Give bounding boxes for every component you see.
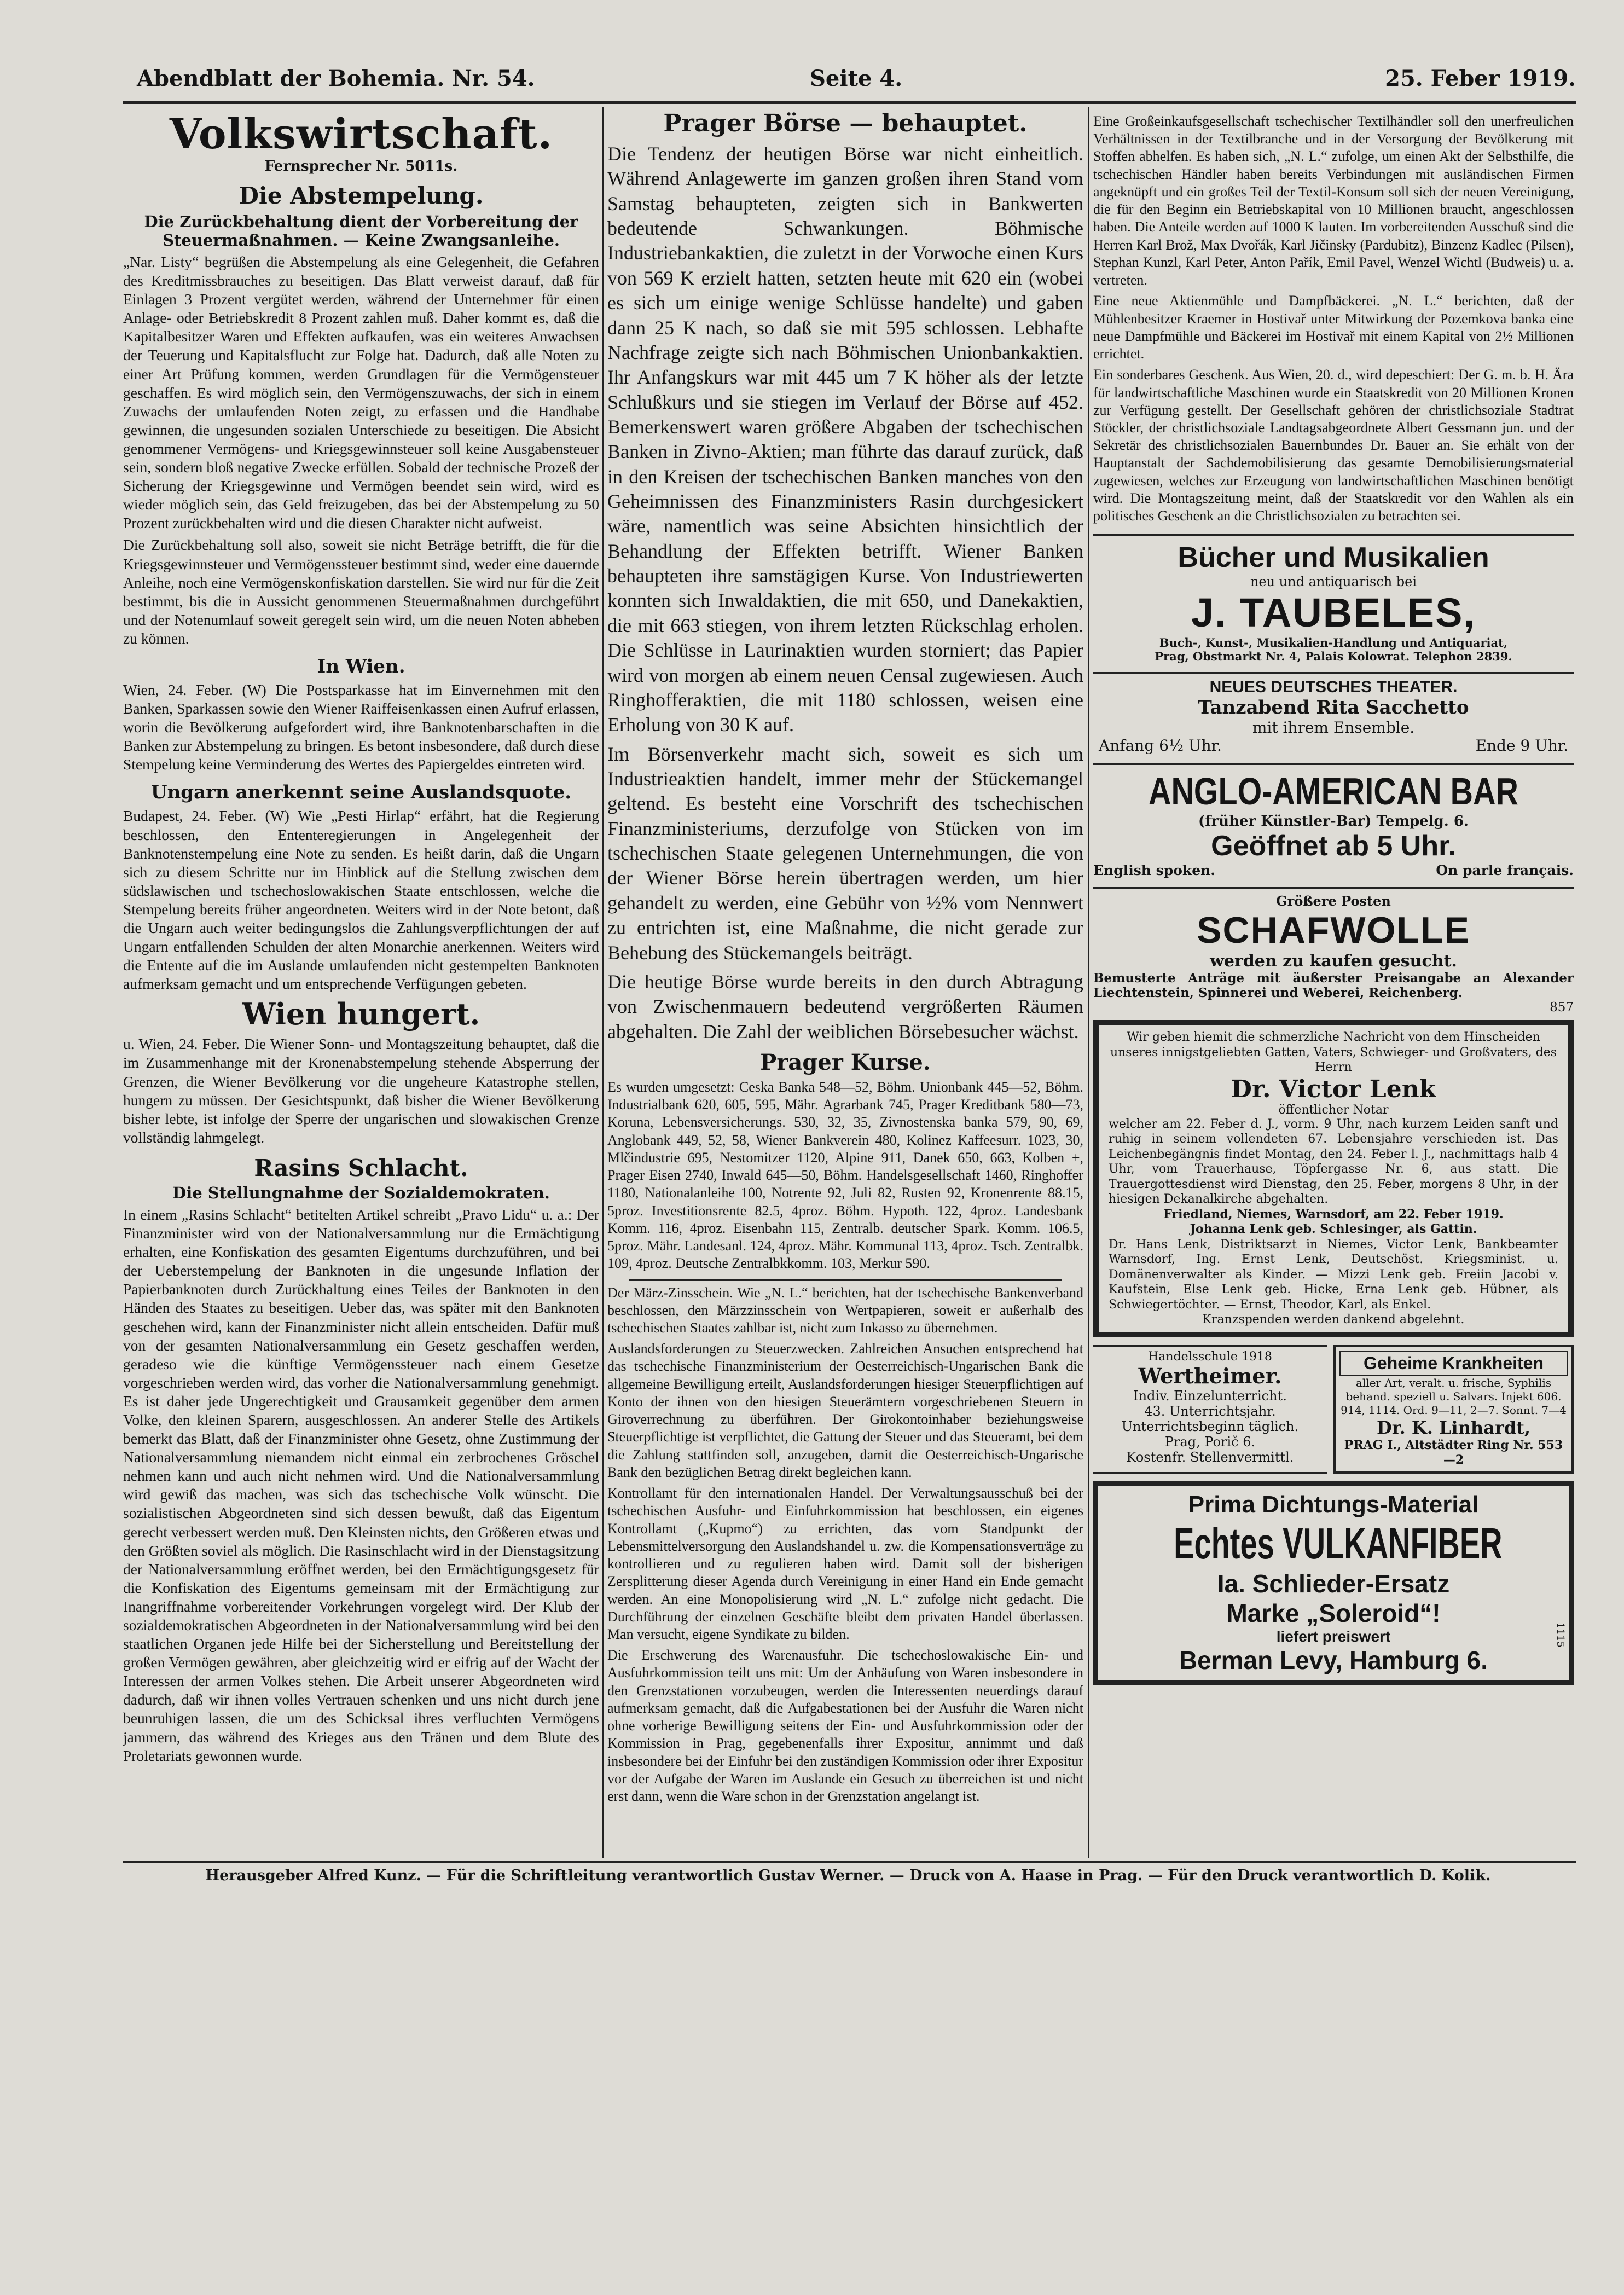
header-rule <box>123 101 1576 104</box>
footer-rule <box>123 1861 1576 1863</box>
section-phone: Fernsprecher Nr. 5011s. <box>264 158 458 175</box>
article-text: In einem „Rasins Schlacht“ betitelten Artikel schreibt „Pravo Lidu“ u. a.: Der Finanzminister wird von der Nationalversammlung nur die Ermächtigung erhalten, eine Konfiskation des gesamten Eigentums durchzuführen, und bei der Ueberstempelung der Banknoten in die ungesunde Inflation der Papierbanknoten durch Zurückhaltung eines Teiles der Banknoten in den Händen des Staates zu beseitigen. Ueber das, was später mit den Banknoten geschehen wird, kann der Finanzminister nicht allein entscheiden. Dafür muß von der gesamten Nationalversammlung ein Gesetz geschaffen werden, geradeso wie die künftige Vermögenssteuer nach einem Gesetze vorgeschrieben werden wird, das vorher die Nationalversammlung genehmigt. Es ist daher jede Ungerechtigkeit und Grausamkeit gegenüber dem armen Volke, den kleinen Sparern, ausgeschlossen. An anderer Stelle des Artikels bemerkt das Blatt, daß der Finanzminister ohne Gesetz, ohne Zustimmung der Nationalversammlung niemandem nicht einmal ein zerbrochenes Gröschel nehmen kann und auch nicht nehmen wird. Und die Nationalversammlung wird gewiß das machen, was sich das tschechische Volk wünscht. Die sozialistischen Abgeordneten sind sich dessen bewußt, daß das Eigentum gerecht verbessert werden muß. Den Kleinsten nichts, den Größeren etwas und den Größten soviel als möglich. Die Rasinschlacht wird in der Dienstagsitzung der Nationalversammlung eröffnet werden, bei den Ermächtigungsgesetz für die Konfiskation des Eigentums gemeinsam mit der Ermächtigung zur Inangriffnahme vorbereitender Vorkehrungen vorgelegt wird. Der Klub der sozialdemokratischen Abgeordneten in der Nationalversammlung wird bei den staatlichen Organen jede Hilfe bei der Sicherstellung und Bereitstellung der großen Vermögen gewähren, aber gleichzeitig wird er eifrig auf der Wacht der Interessen der armen Volkes stehen. Die Arbeit unserer Abgeordneten wird dadurch, daß wir ihnen volles Vertrauen schenken und uns nicht durch jene beunruhigen lassen, die um des Schicksal ihres verfluchten Vermögens jammern, das während des Krieges aus den Tränen und dem Blute des Proletariats gewonnen wurde. <box>123 1206 599 1764</box>
article-text: Die heutige Börse wurde bereits in den durch Abtragung von Zwischenmauern bedeutend vergrößerten Räumen abgehalten. Die Zahl der weiblichen Börsebesucher wächst. <box>607 970 1083 1042</box>
ad-text: aller Art, veralt. u. frische, Syphilis behand. speziell u. Salvars. Injekt 606. 914, 1114. Ord. 9—11, 2—7. Sonnt. 7—4 <box>1341 1376 1567 1417</box>
ad-row <box>1093 1345 1574 1474</box>
article-text: Der März-Zinsschein. Wie „N. L.“ berichten, hat der tschechische Bankenverband beschlossen, den Märzzinsschein von Wertpapieren, soweit er außerhalb des tschechischen Staates zahlbar ist, nicht zum Inkasso zu übernehmen. <box>607 1284 1083 1336</box>
ad-text: Bemusterte Anträge mit äußerster Preisangabe an Alexander Liechtenstein, Spinnerei und Weberei, Reichenberg. <box>1093 971 1574 1001</box>
header-center: Seite 4. <box>810 66 903 91</box>
ad-text: Prag, Obstmarkt Nr. 4, Palais Kolowrat. Telephon 2839. <box>1155 650 1512 664</box>
article-subtitle: Die Stellungnahme der Sozialdemokraten. <box>172 1183 550 1202</box>
ad-text: Handelsschule 1918 <box>1148 1349 1272 1364</box>
ad-text: Prag, Porič 6. <box>1164 1434 1256 1450</box>
ad-text: On parle français. <box>1436 862 1574 879</box>
ad-headline: ANGLO-AMERICAN BAR <box>1148 770 1518 813</box>
ad-text: PRAG I., Altstädter Ring Nr. 553—2 <box>1344 1438 1563 1468</box>
ad-end-time: Ende 9 Uhr. <box>1475 737 1568 755</box>
article-title: Wien hungert. <box>242 996 480 1032</box>
ad-text: mit ihrem Ensemble. <box>1252 718 1415 737</box>
obituary-text: Dr. Hans Lenk, Distriktsarzt in Niemes, Victor Lenk, Bankbeamter Warnsdorf, Ing. Ernst Lenk, Deutschöst. Kriegsminist. u. Domänenverwalter als Kinder. — Mizzi Lenk geb. Freiin Jacobi v. Kaufstein, Else Lenk geb. Hicke, Erna Lenk geb. Hübner, als Schwiegertöchter. — Ernst, Theodor, Karl, als Enkel. <box>1109 1237 1558 1312</box>
ad-text: 43. Unterrichtsjahr. <box>1144 1403 1276 1419</box>
article-title: Ungarn anerkennt seine Auslandsquote. <box>150 781 572 804</box>
page-header <box>137 66 1576 104</box>
ad-bar <box>1093 763 1574 878</box>
article-text: Wien, 24. Feber. (W) Die Postsparkasse hat im Einvernehmen mit den Banken, Sparkassen sowie den Wiener Raiffeisenkassen einen Aufruf erlassen, worin die Bevölkerung aufgefordert wird, ihre Banknotenbarschaften in die Banken zur Abstempelung zu bringen. Es betont insbesondere, daß durch diese Stempelung keine Verminderung des Wertes des Papiergeldes eintreten wird. <box>123 681 599 773</box>
ad-wool <box>1093 887 1574 1015</box>
obituary-name: Dr. Victor Lenk <box>1231 1075 1436 1103</box>
ad-theater <box>1093 672 1574 755</box>
article-title: Die Abstempelung. <box>239 182 484 209</box>
article-text: Es wurden umgesetzt: Ceska Banka 548—52, Böhm. Unionbank 445—52, Böhm. Industrialbank 620, 605, 595, Mähr. Agrarbank 745, Prager Kreditbank 580—73, Koruna, Lebensversicherungs. 530, 32, 35, Zivnostenska banka 579, 90, 69, Anglobank 449, 52, 58, Wiener Bankverein 480, Kolinez Kaffeesurr. 1023, 30, Mlčindustrie 695, Nestomitzer 1120, Alpine 911, Danek 650, 663, Kolben +, Prager Eisen 2740, Inwald 645—50, Böhm. Handelsgesellschaft 1460, Ringhoffer 1180, Nationalanleihe 100, Notrente 92, Juli 82, Rusten 92, Kronenrente 88.15, 5proz. Investitionsrente 82.5, 4proz. Böhm. Hypoth. 122, 4proz. Landesbank Komm. 116, 4proz. Eisenbahn 115, Zentralb. deutscher Spark. Komm. 106.5, 5proz. Mähr. Landesanl. 124, 4proz. Mähr. Kommunal 113, 4proz. Tsch. Zentralbk. 109, 4proz. Deutsche Zentralbkkomm. 103, Merkur 590. <box>607 1079 1083 1272</box>
page-footer: Herausgeber Alfred Kunz. — Für die Schriftleitung verantwortlich Gustav Werner. — Druck von A. Haase in Prag. — Für den Druck verantwortlich D. Kolik. <box>205 1867 1491 1884</box>
ad-text: English spoken. <box>1093 862 1215 879</box>
obituary-text: Johanna Lenk geb. Schlesinger, als Gattin. <box>1190 1222 1477 1237</box>
article-text: Kontrollamt für den internationalen Handel. Der Verwaltungsausschuß bei der tschechischen Ausfuhr- und Einfuhrkommission hat beschlossen, ein eigenes Kontrollamt („Kupmo“) zu errichten, das vom Standpunkt der Lebensmittelversorgung den Auslandshandel u. zw. die Kompensationsverträge zu kontrollieren und zu regulieren haben wird. Damit soll der bisherigen Zersplitterung dieser Agenda durch Vereinigung in einer Hand ein Ende gemacht werden. An eine Monopolisierung wird „N. L.“ zufolge nicht gedacht. Die Durchführung der einzelnen Geschäfte bleibt dem privaten Handel überlassen. Man versucht, eigene Syndikate zu bilden. <box>607 1485 1083 1642</box>
article-text: Die Erschwerung des Warenausfuhr. Die tschechoslowakische Ein- und Ausfuhrkommission teilt uns mit: Um der Anhäufung von Waren insbesondere in den Grenzstationen vorzubeugen, werden die Interessenten neuerdings darauf aufmerksam gemacht, daß die Aufgabestationen bei der Ausfuhr die Waren nicht ohne vorherige Bewilligung seitens der Ein- und Ausfuhrkommission oder der Kommission in Prag, gegebenenfalls ihrer Expositur, annimmt und daß insbesondere bei der Einfuhr bei den zuständigen Kommission oder ihrer Expositur vor der Aufgabe der Waren im Auslande ein Gesuch zu überreichen ist und nicht erst dann, wenn die Ware schon in der Grenzstation angelangt ist. <box>607 1647 1083 1805</box>
ad-vulkanfiber <box>1093 1481 1574 1685</box>
column-divider <box>1088 107 1089 1858</box>
article-text: „Nar. Listy“ begrüßen die Abstempelung als eine Gelegenheit, die Gefahren des Kreditmissbrauches zu beseitigen. Das Blatt verweist darauf, daß für Einlagen 3 Prozent vergütet werden, während der Unternehmer für einen Anlage- oder Betriebskredit 8 Prozent zahlen muß. Daher kommt es, daß die Kapitalbesitzer Waren und Effekten aufkaufen, was ein weiteres Anwachsen der Teuerung und Kapitalsflucht zur Folge hat. Dadurch, daß alle Noten zu einer Art Prüfung kommen, werden Grundlagen für die Vermögensteuer geschaffen. Es wird möglich sein, den Vermögenszuwachs, der sich in einem Zuwachs der umlaufenden Noten zeigt, zu erfassen und die Handhabe gewinnen, die ungesunden sozialen Unterschiede zu beseitigen. Die Absicht genommener Vermögens- und Kriegsgewinnsteuer soll keine Ausgabensteuer sein, sondern bloß negative Zwecke erfüllen. Sobald der technische Prozeß der Sicherung der Kriegsgewinne und Vermögen beendet sein wird, wird es wieder möglich sein, das Geld freizugeben, das bei der Abstempelung zu 50 Prozent zurückbehalten wird und die diesen Charakter nicht aufweist. <box>123 253 599 532</box>
article-subtitle: Die Zurückbehaltung dient der Vorbereitung der Steuermaßnahmen. — Keine Zwangsanleihe. <box>144 212 578 250</box>
header-left: Abendblatt der Bohemia. Nr. 54. <box>137 66 535 91</box>
column-left <box>123 109 599 1855</box>
ad-brand: Echtes VULKANFIBER <box>1174 1519 1503 1568</box>
obituary-text: Kranzspenden werden dankend abgelehnt. <box>1202 1313 1465 1327</box>
ad-hours: Geöffnet ab 5 Uhr. <box>1211 830 1456 862</box>
ad-headline: NEUES DEUTSCHES THEATER. <box>1209 678 1458 697</box>
obituary-text: öffentlicher Notar <box>1278 1103 1389 1117</box>
article-title: In Wien. <box>317 655 405 677</box>
ad-text: Buch-, Kunst-, Musikalien-Handlung und Antiquariat, <box>1159 636 1508 650</box>
ad-headline: Prima Dichtungs-Material <box>1188 1491 1479 1518</box>
article-text: Ein sonderbares Geschenk. Aus Wien, 20. d., wird depeschiert: Der G. m. b. H. Ära für landwirtschaftliche Maschinen wurde ein Staatskredit von 20 Millionen Kronen zur Verfügung gestellt. Der Gesellschaft gehören der christlichsoziale Stadtrat Stöckler, der christlichsoziale Landtagsabgeordnete Albert Gessmann jun. und der Sekretär des christlichsozialen Bauernbundes Dr. Bauer an. Sie erhält von der Hauptanstalt der Sachdemobilisierung das gesamte Demobilisierungsmaterial zugewiesen, welches zur Erzeugung von landwirtschaftlichen Maschinen benötigt wird. Die Montagszeitung meint, daß der Staatskredit vor den Wahlen als ein politisches Geschenk an die Christlichsozialen zu betrachten sei. <box>1093 367 1574 524</box>
ad-text: liefert preiswert <box>1276 1627 1391 1645</box>
obituary-text: Wir geben hiemit die schmerzliche Nachricht von dem Hinscheiden unseres innigstgeliebten Gatten, Vaters, Schwieger- und Großvaters, des Herrn <box>1110 1030 1557 1075</box>
article-text: Eine Großeinkaufsgesellschaft tschechischer Textilhändler soll den unerfreulichen Verhältnissen in der Textilbranche und in der Versorgung der Bevölkerung mit Stoffen abhelfen. Es haben sich, „N. L.“ zufolge, um einen Akt der Selbsthilfe, die tschechischen Händler haben bereits Verbindungen mit ausländischen Firmen angeknüpft und ein großes Teil der Textil-Konsum soll sich der neuen Vereinigung, die für den Beginn ein Betriebskapital von 10 Millionen braucht, angeschlossen haben. Die Anteile werden auf 1000 K lauten. Im vorbereitenden Ausschuß sind die Herren Karl Brož, Max Dvořák, Karl Jičinsky (Pardubitz), Binzenz Kadlec (Pilsen), Stephan Kunzl, Karl Peter, Anton Pařík, Emil Pavel, Wenzel Wichtl (Budweis) u. a. vertreten. <box>1093 113 1574 288</box>
ad-text: Größere Posten <box>1276 893 1391 909</box>
article-text: Eine neue Aktienmühle und Dampfbäckerei. „N. L.“ berichten, daß der Mühlenbesitzer Kraemer in Hostivař unter Mitwirkung der Pozemkova banka eine neue Dampfmühle und Bäckerei im Hostivař mit einem Kapital von 2½ Millionen errichtet. <box>1093 293 1574 362</box>
column-divider <box>602 107 604 1858</box>
ad-number: 1115 <box>1555 1622 1566 1648</box>
ad-taubeles <box>1093 534 1574 663</box>
article-title: Prager Kurse. <box>760 1049 931 1075</box>
article-text: Die Tendenz der heutigen Börse war nicht einheitlich. Während Anlagewerte im ganzen großen ihren Stand vom Samstag behaupteten, zeigten sich in Bankwerten bedeutende Schwankungen. Böhmische Industriebankaktien, die zuletzt in der Vorwoche einen Kurs von 569 K erzielt hatten, setzten heute mit 620 ein (wobei es sich um einige wenige Schlüsse handelte) und gaben dann 25 K nach, so daß sie mit 595 schlossen. Lebhafte Nachfrage zeigte sich nach Böhmischen Unionbankaktien. Ihr Anfangskurs war mit 445 um 7 K höher als der letzte Schlußkurs und sie stiegen im Verlauf der Börse auf 452. Bemerkenswert waren größere Abgaben der tschechischen Banken in Zivno-Aktien; man führte das darauf zurück, daß in den Kreisen der tschechischen Banken manches von den Geheimnissen des Finanzministers Rasin durchgesickert wäre, namentlich was seine Absichten hinsichtlich der Behandlung der Effekten betrifft. Wiener Banken behaupteten ihre samstägigen Kurse. Von Industriewerten konnten sich Inwaldaktien, die mit 650, und Danekaktien, die mit 663 stiegen, von ihrem letzten Rückschlag erholen. Die Schlüsse in Laurinaktien wurden storniert; das Papier wird von morgen ab einem neuen Censal zugewiesen. Auch Ringhofferaktien, die mit 1180 schlossen, weisen eine Erholung von 30 K auf. <box>607 143 1083 736</box>
ad-text: Ia. Schlieder-Ersatz <box>1217 1569 1450 1598</box>
ad-text: Indiv. Einzelunterricht. <box>1133 1388 1287 1404</box>
article-text: u. Wien, 24. Feber. Die Wiener Sonn- und Montagszeitung behauptet, daß die im Zusammenhange mit der Kronenabstempelung stehende Absperrung der Grenzen, die Wiener Bevölkerung vor die ungeheure Katastrophe stellen, hungern zu müssen. Der Gesichtspunkt, daß bisher die Wiener Bevölkerung bisher lebte, ist infolge der Sperre der ungarischen und slowakischen Grenze vollständig lahmgelegt. <box>123 1035 599 1146</box>
column-right <box>1093 109 1574 1855</box>
ad-languages <box>1093 862 1574 878</box>
ad-text: Kostenfr. Stellenvermittl. <box>1126 1449 1294 1465</box>
obituary-text: Friedland, Niemes, Warnsdorf, am 22. Feber 1919. <box>1163 1207 1504 1221</box>
article-text: Auslandsforderungen zu Steuerzwecken. Zahlreichen Ansuchen entsprechend hat das tschechische Finanzministerium der Oesterreichisch-Ungarischen Bank die allgemeine Bewilligung erteilt, Auslandsforderungen hiesiger Steuerpflichtigen auf Konto der ihnen von den hiesigen Steuerämtern vorgeschriebenen Steuern in Giroverrechnung zu überführen. Der Girokontoinhaber beziehungsweise Steuerpflichtige ist verpflichtet, die Gattung der Steuer und das Steueramt, bei dem die Zahlung stattfinden soll, anzugeben, damit die Oesterreichisch-Ungarische Bank den bezüglichen Betrag direkt begleichen kann. <box>607 1341 1083 1480</box>
ad-headline: Geheime Krankheiten <box>1339 1351 1568 1376</box>
ad-times <box>1093 737 1574 755</box>
ad-number: 857 <box>1550 1000 1574 1015</box>
ad-text: werden zu kaufen gesucht. <box>1210 952 1457 971</box>
ad-text: neu und antiquarisch bei <box>1250 574 1417 590</box>
ad-headline: Bücher und Musikalien <box>1178 542 1489 574</box>
ad-start-time: Anfang 6½ Uhr. <box>1099 737 1222 755</box>
article-title: Rasins Schlacht. <box>254 1154 468 1181</box>
ad-text: Tanzabend Rita Sacchetto <box>1198 697 1469 719</box>
article-title: Prager Börse — behauptet. <box>663 109 1028 137</box>
header-right: 25. Feber 1919. <box>1385 66 1576 91</box>
column-middle <box>607 109 1083 1855</box>
ad-headline: Wertheimer. <box>1138 1363 1282 1388</box>
ad-text: Unterrichtsbeginn täglich. <box>1121 1418 1299 1434</box>
article-text: Budapest, 24. Feber. (W) Wie „Pesti Hirlap“ erfährt, hat die Regierung beschlossen, den Ententeregierungen in Angelegenheit der Banknotenstempelung eine Note zu senden. Es heißt darin, daß die Ungarn sich zu diesem Schritte nur im Hinblick auf die Stellung zwischen dem südslawischen und tschechoslowakischen Staate entschlossen, welche die Stempelung bereits früher angeordneten. Weiters wird in der Note betont, daß die Ungarn auch weiter bedingungslos die Zahlungsverpflichtungen der auf Ungarn entfallenden Schulden der alten Monarchie anerkennen. Weiters wird die Entente auf die im Auslande umlaufenden nicht gestempelten Banknoten aufmerksam gemacht und um entsprechende Verfügungen gebeten. <box>123 807 599 993</box>
ad-clinic <box>1333 1345 1574 1474</box>
divider <box>629 1279 1062 1281</box>
ad-text: Dr. K. Linhardt, <box>1376 1417 1531 1438</box>
ad-text: Berman Levy, Hamburg 6. <box>1179 1645 1488 1674</box>
section-title: Volkswirtschaft. <box>169 109 553 158</box>
ad-text: Marke „Soleroid“! <box>1226 1598 1441 1627</box>
ad-text: (früher Künstler-Bar) Tempelg. 6. <box>1198 813 1469 830</box>
ad-headline: SCHAFWOLLE <box>1197 909 1470 952</box>
ad-brand: J. TAUBELES, <box>1191 590 1476 636</box>
article-text: Die Zurückbehaltung soll also, soweit sie nicht Beträge betrifft, die für die Kriegsgewinnsteuer und Vermögenssteuer bestimmt sind, weder eine dauernde Anleihe, noch eine Vermögenskonfiskation darstellen. Sie wird nur für die Zeit bestimmt, bis die in Aussicht genommenen Steuermaßnahmen durchgeführt und der Notenumlauf soweit geregelt sein wird, um die neuen Noten abheben zu können. <box>123 536 599 647</box>
obituary-text: welcher am 22. Feber d. J., vorm. 9 Uhr, nach kurzem Leiden sanft und ruhig in seinem vollendeten 67. Lebensjahre verschieden ist. Das Leichenbegängnis findet Montag, den 24. Feber l. J., nachmittags halb 4 Uhr, vom Trauerhause, Töpfergasse Nr. 6, aus statt. Die Trauergottesdienst wird Dienstag, den 25. Feber, morgens 8 Uhr, in der hiesigen Dekanalkirche abgehalten. <box>1109 1117 1558 1207</box>
obituary-notice <box>1093 1020 1574 1337</box>
article-text: Im Börsenverkehr macht sich, soweit es sich um Industrieaktien handelt, immer mehr der Stückemangel geltend. Es besteht eine Vorschrift des tschechischen Finanzministeriums, derzufolge von Stücken von im tschechischen Staate gelegenen Unternehmungen, die von der Wiener Börse herein übertragen werden, um hier gehandelt zu werden, eine Gebühr von ½% vom Nennwert zu entrichten ist, eine Maßnahme, die nicht gerade zur Behebung des Stückemangels beiträgt. <box>607 743 1083 964</box>
ad-school <box>1093 1345 1327 1474</box>
